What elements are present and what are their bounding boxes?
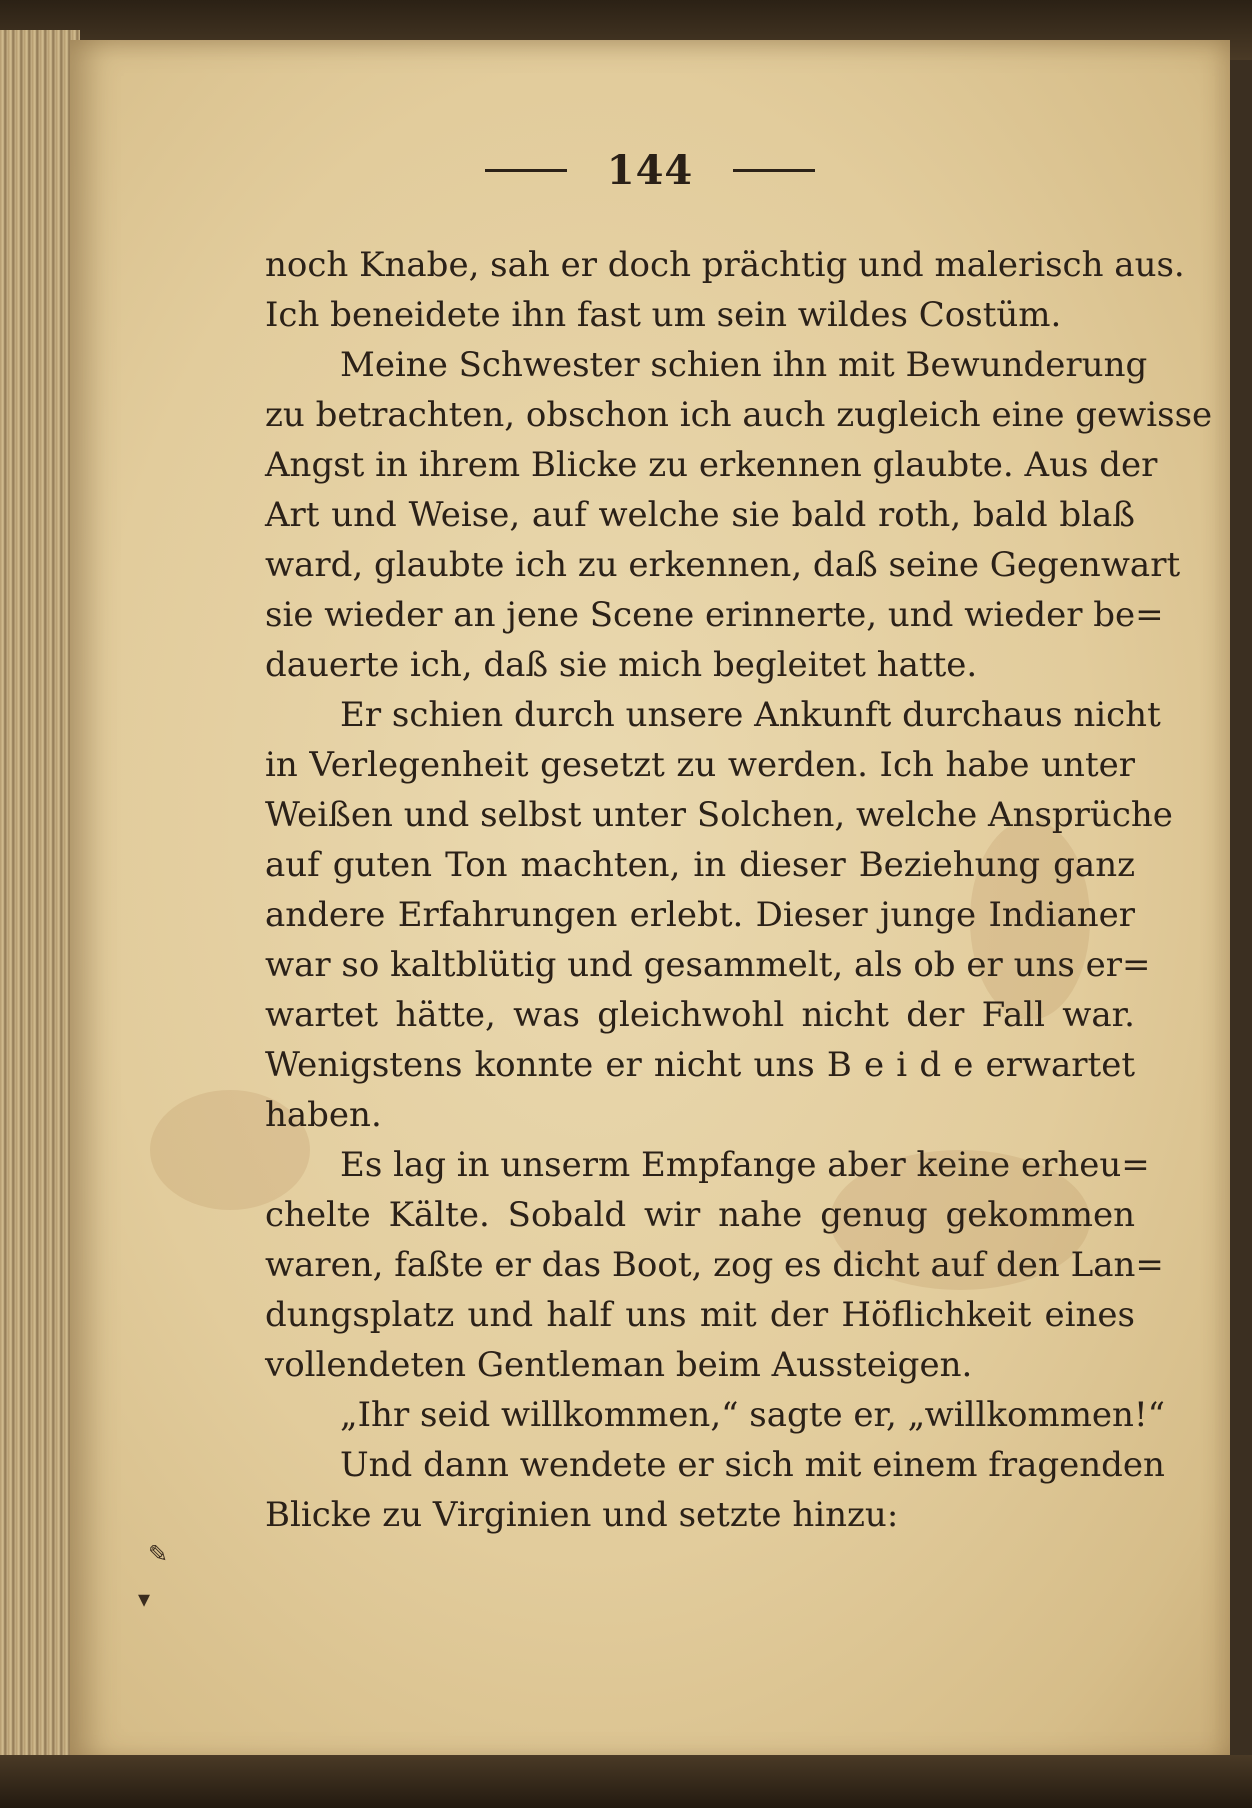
body-text: [265, 240, 1213, 1540]
text-line: „Ihr seid willkommen,“ sagte er, „willkommen!“: [340, 1395, 1165, 1435]
text-line: vollendeten Gentleman beim Aussteigen.: [265, 1345, 973, 1385]
text-line: dauerte ich, daß sie mich begleitet hatte.: [265, 645, 978, 685]
text-line: zu betrachten, obschon ich auch zugleich eine gewisse: [265, 395, 1213, 435]
text-line: Wenigstens konnte er nicht uns B e i d e erwartet: [265, 1045, 1135, 1085]
header-rule-right: [733, 169, 815, 172]
text-line: sie wieder an jene Scene erinnerte, und wieder be=: [265, 595, 1164, 635]
text-line: auf guten Ton machten, in dieser Beziehung ganz: [265, 845, 1135, 885]
page-number: 144: [606, 146, 694, 194]
page-header: [70, 140, 1230, 200]
text-line: Art und Weise, auf welche sie bald roth, bald blaß: [265, 495, 1135, 535]
book-background-bottom: [0, 1755, 1252, 1808]
text-line: Angst in ihrem Blicke zu erkennen glaubte. Aus der: [265, 445, 1158, 485]
text-line: Weißen und selbst unter Solchen, welche Ansprüche: [265, 795, 1173, 835]
header-rule-left: [485, 169, 567, 172]
text-line: wartet hätte, was gleichwohl nicht der Fall war.: [265, 995, 1135, 1035]
text-line: Er schien durch unsere Ankunft durchaus nicht: [340, 695, 1161, 735]
text-line: haben.: [265, 1095, 382, 1135]
text-line: ward, glaubte ich zu erkennen, daß seine Gegenwart: [265, 545, 1181, 585]
margin-mark-icon: ▾: [138, 1585, 151, 1613]
text-line: waren, faßte er das Boot, zog es dicht auf den Lan=: [265, 1245, 1164, 1285]
text-line: war so kaltblütig und gesammelt, als ob er uns er=: [265, 945, 1151, 985]
text-line: dungsplatz und half uns mit der Höflichkeit eines: [265, 1295, 1135, 1335]
margin-mark-icon: ✎: [148, 1540, 169, 1568]
text-line: Es lag in unserm Empfange aber keine erheu=: [340, 1145, 1150, 1185]
text-line: noch Knabe, sah er doch prächtig und malerisch aus.: [265, 245, 1185, 285]
text-line: andere Erfahrungen erlebt. Dieser junge Indianer: [265, 895, 1135, 935]
page-edges: [0, 30, 80, 1770]
text-line: Meine Schwester schien ihn mit Bewunderung: [340, 345, 1148, 385]
text-line: Ich beneidete ihn fast um sein wildes Costüm.: [265, 295, 1062, 335]
text-line: Blicke zu Virginien und setzte hinzu:: [265, 1495, 899, 1535]
text-line: in Verlegenheit gesetzt zu werden. Ich habe unter: [265, 745, 1135, 785]
text-line: Und dann wendete er sich mit einem fragenden: [340, 1445, 1165, 1485]
text-line: chelte Kälte. Sobald wir nahe genug gekommen: [265, 1195, 1135, 1235]
